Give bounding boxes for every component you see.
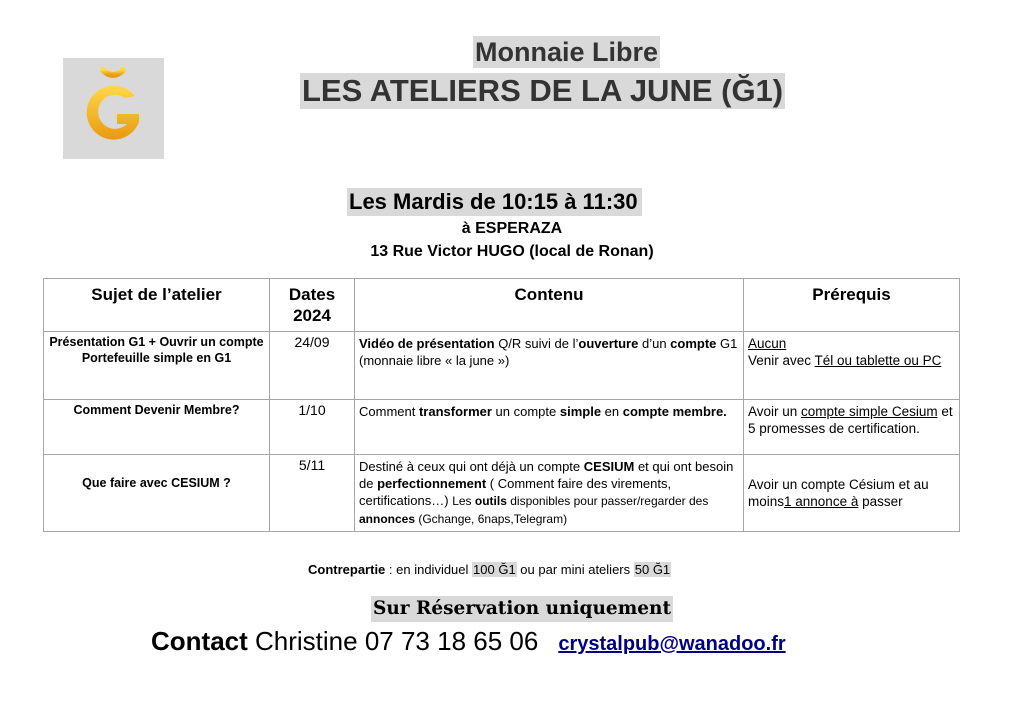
price-mini-atelier: 50 Ğ1	[634, 562, 671, 577]
contact-email-link[interactable]: crystalpub@wanadoo.fr	[558, 633, 786, 655]
schedule-town-text: à ESPERAZA	[461, 220, 563, 237]
table-row	[44, 455, 960, 532]
prereq-text: passer	[858, 494, 903, 509]
content-text: Les	[452, 494, 475, 508]
row-content	[355, 332, 744, 400]
contrepartie-text: ou par mini ateliers	[516, 562, 634, 577]
content-text: disponibles pour passer/regarder des	[506, 494, 709, 508]
content-text: ( Comment faire des virements, certifications…)	[359, 476, 672, 508]
prereq-device: Tél ou tablette ou PC	[814, 353, 942, 368]
row-prereq	[744, 400, 960, 455]
row-subject: Présentation G1 + Ouvrir un compte Portefeuille simple en G1	[44, 332, 270, 400]
prereq-none: Aucun	[748, 336, 787, 351]
table-row	[44, 332, 960, 400]
content-text: Comment	[359, 404, 419, 419]
contact-line	[151, 623, 786, 662]
table-header-row	[44, 279, 960, 332]
row-content	[355, 455, 744, 532]
schedule-address: 13 Rue Victor HUGO (local de Ronan)	[370, 243, 654, 260]
prereq-text: et 5 promesses de certification.	[748, 404, 953, 436]
content-bold: transformer	[418, 404, 492, 419]
contrepartie	[308, 562, 671, 578]
header-dates-line2: 2024	[293, 306, 331, 325]
content-text: d’un	[638, 336, 671, 351]
header-title: LES ATELIERS DE LA JUNE (Ğ1)	[302, 73, 784, 108]
content-bold: ouverture	[578, 336, 639, 351]
content-bold: simple	[559, 404, 602, 419]
schedule-town	[0, 219, 1024, 239]
reservation-notice: Sur Réservation uniquement	[371, 596, 673, 622]
header-subtitle: Monnaie Libre	[475, 37, 659, 67]
g1-logo-icon	[63, 58, 164, 159]
content-bold: annonces	[359, 512, 416, 526]
row-subject: Comment Devenir Membre?	[44, 400, 270, 455]
header-content: Contenu	[355, 279, 744, 332]
content-text: un compte	[491, 404, 560, 419]
workshops-table	[43, 278, 960, 532]
prereq-text: Avoir un	[748, 404, 802, 419]
content-text: (Gchange, 6naps,Telegram)	[415, 512, 568, 526]
content-bold: compte	[670, 336, 717, 351]
content-text: Destiné à ceux qui ont déjà un compte	[359, 459, 584, 474]
header-prereq: Prérequis	[744, 279, 960, 332]
prereq-text: Avoir un compte Césium et au moins	[748, 477, 929, 509]
contrepartie-text: : en individuel	[385, 562, 473, 577]
prereq-account: compte simple Cesium	[801, 404, 938, 419]
content-text: et qui ont besoin de	[359, 459, 734, 491]
contrepartie-label: Contrepartie	[308, 562, 386, 577]
header-subject: Sujet de l’atelier	[44, 279, 270, 332]
schedule-when: Les Mardis de 10:15 à 11:30	[347, 188, 642, 216]
row-date: 5/11	[270, 455, 355, 532]
row-date: 1/10	[270, 400, 355, 455]
row-subject: Que faire avec CESIUM ?	[44, 455, 270, 532]
row-content	[355, 400, 744, 455]
row-prereq	[744, 332, 960, 400]
g1-logo	[63, 58, 164, 159]
content-bold: perfectionnement	[377, 476, 487, 491]
content-text: Q/R suivi de l’	[494, 336, 579, 351]
content-bold: compte membre.	[622, 404, 727, 419]
content-text: G1 (monnaie libre « la june »)	[359, 336, 738, 368]
contact-name-phone: Christine 07 73 18 65 06	[247, 626, 539, 656]
prereq-text: Venir avec	[748, 353, 815, 368]
row-date: 24/09	[270, 332, 355, 400]
header-dates	[270, 279, 355, 332]
table-row	[44, 400, 960, 455]
row-prereq	[744, 455, 960, 532]
price-individual: 100 Ğ1	[473, 562, 516, 577]
contact-label: Contact	[151, 626, 248, 656]
prereq-annonce: 1 annonce à	[784, 494, 859, 509]
content-bold: Vidéo de présentation	[359, 336, 495, 351]
content-bold: outils	[474, 494, 507, 508]
content-text: en	[601, 404, 623, 419]
content-bold: CESIUM	[583, 459, 635, 474]
header-dates-line1: Dates	[288, 285, 336, 304]
